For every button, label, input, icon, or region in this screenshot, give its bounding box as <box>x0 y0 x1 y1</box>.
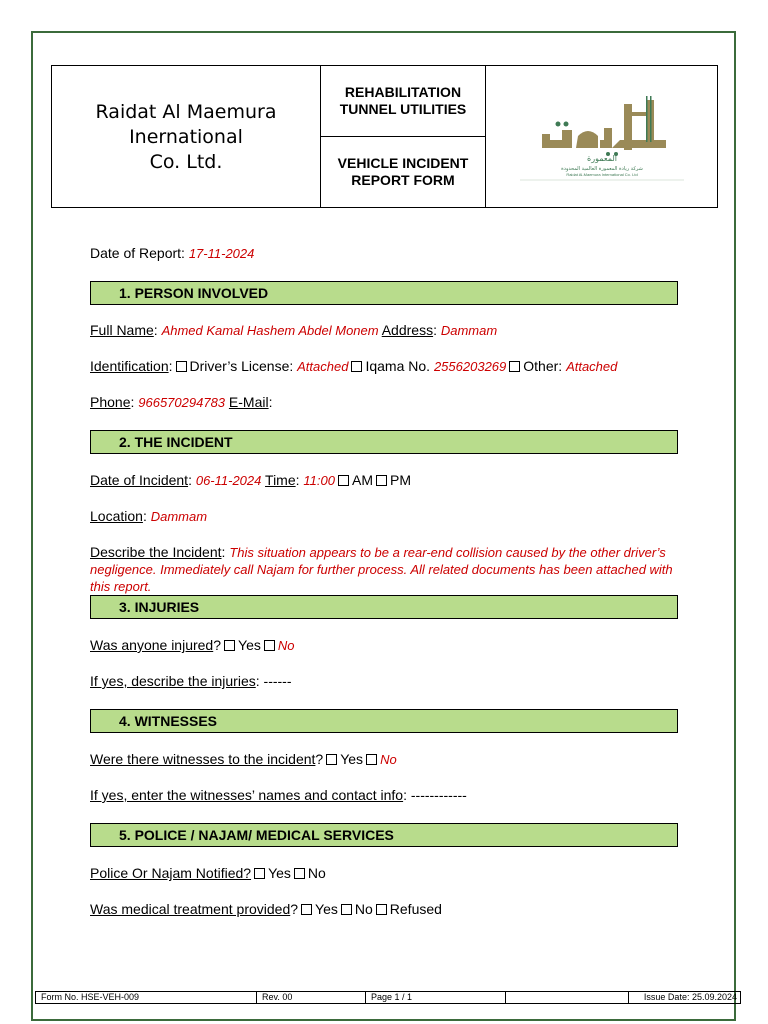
report-date-row <box>90 245 254 261</box>
company-line-2: Inernational <box>129 126 243 148</box>
police-no-checkbox[interactable] <box>294 868 305 879</box>
injured-no-checkbox[interactable] <box>264 640 275 651</box>
drivers-license-label: Driver’s License: <box>189 358 294 374</box>
other-id-field[interactable]: Attached <box>566 359 618 374</box>
company-logo <box>486 66 717 207</box>
form-title-line-2: REPORT FORM <box>351 172 455 188</box>
incident-date-field[interactable]: 06-11-2024 <box>195 473 262 488</box>
witnesses-names-row: If yes, enter the witnesses’ names and contact info: ------------ <box>90 787 467 803</box>
address-label: Address <box>381 322 434 338</box>
company-name <box>52 66 321 207</box>
injuries-describe-label: If yes, describe the injuries <box>90 673 256 689</box>
location-label: Location <box>90 508 143 524</box>
iqama-label: Iqama No. <box>365 358 431 374</box>
phone-row: Phone: 966570294783 E-Mail: <box>90 394 273 410</box>
drivers-license-field[interactable]: Attached <box>297 359 349 374</box>
document-footer <box>35 991 741 1004</box>
injured-yes-label: Yes <box>238 637 261 653</box>
witnesses-question-row: Were there witnesses to the incident? Yes No <box>90 751 397 767</box>
witnesses-no-label: No <box>380 752 397 767</box>
medical-yes-label: Yes <box>315 901 338 917</box>
injured-question-label: Was anyone injured <box>90 637 214 653</box>
section-person-involved: 1. PERSON INVOLVED <box>90 281 678 305</box>
police-yes-label: Yes <box>268 865 291 881</box>
footer-blank-cell <box>506 992 629 1003</box>
injured-no-label: No <box>277 638 295 653</box>
document-header <box>51 65 718 208</box>
injuries-describe-field[interactable]: ------ <box>263 673 292 689</box>
form-title <box>321 137 485 207</box>
injured-question-row: Was anyone injured? Yes No <box>90 637 295 653</box>
other-id-checkbox[interactable] <box>509 361 520 372</box>
pm-checkbox[interactable] <box>376 475 387 486</box>
iqama-field[interactable]: 2556203269 <box>433 359 507 374</box>
section-the-incident: 2. THE INCIDENT <box>90 430 678 454</box>
incident-description-label: Describe the Incident <box>90 544 222 560</box>
police-yes-checkbox[interactable] <box>254 868 265 879</box>
incident-time-label: Time <box>265 472 296 488</box>
injured-yes-checkbox[interactable] <box>224 640 235 651</box>
phone-label: Phone <box>90 394 131 410</box>
project-title-line-2: TUNNEL UTILITIES <box>339 101 467 117</box>
phone-field[interactable]: 966570294783 <box>138 395 226 410</box>
section-police-najam-medical: 5. POLICE / NAJAM/ MEDICAL SERVICES <box>90 823 678 847</box>
medical-question-label: Was medical treatment provided <box>90 901 291 917</box>
witnesses-question-label: Were there witnesses to the incident <box>90 751 316 767</box>
logo-icon <box>516 90 688 184</box>
incident-description-field[interactable]: This situation appears to be a rear-end collision caused by the other driver’s negligence. Immediately call Najam for further process. All related documents has been attached with this report. <box>90 545 673 594</box>
drivers-license-checkbox[interactable] <box>176 361 187 372</box>
email-label: E-Mail <box>228 394 269 410</box>
location-row: Location: Dammam <box>90 508 208 524</box>
company-line-1: Raidat Al Maemura <box>95 101 277 123</box>
medical-refused-label: Refused <box>389 901 442 917</box>
full-name-row: Full Name: Ahmed Kamal Hashem Abdel Monem Address: Dammam <box>90 322 498 338</box>
report-date-value[interactable]: 17-11-2024 <box>188 246 255 261</box>
witnesses-no-checkbox[interactable] <box>366 754 377 765</box>
incident-date-label: Date of Incident <box>90 472 189 488</box>
section-injuries: 3. INJURIES <box>90 595 678 619</box>
footer-form-number: Form No. HSE-VEH-009 <box>36 992 257 1003</box>
witnesses-names-label: If yes, enter the witnesses’ names and contact info <box>90 787 404 803</box>
am-label: AM <box>351 472 373 488</box>
other-id-label: Other: <box>523 358 563 374</box>
full-name-label: Full Name <box>90 322 154 338</box>
incident-date-row: Date of Incident: 06-11-2024 Time: 11:00 AM PM <box>90 472 411 488</box>
report-date-label: Date of Report: <box>90 245 185 261</box>
footer-page-number: Page 1 / 1 <box>366 992 506 1003</box>
medical-question-row: Was medical treatment provided? Yes No Refused <box>90 901 442 917</box>
police-question-row <box>90 865 326 881</box>
identification-label: Identification <box>90 358 169 374</box>
logo-subtitle-english: Raidat Al-Maemura International Co. Ltd <box>565 171 638 177</box>
full-name-field[interactable]: Ahmed Kamal Hashem Abdel Monem <box>161 323 379 338</box>
logo-subtitle-arabic: شركة ريادة المعمورة العالمية المحدودة <box>560 165 643 172</box>
section-witnesses: 4. WITNESSES <box>90 709 678 733</box>
identification-row: Identification: Driver’s License: Attached Iqama No. 2556203269 Other: Attached <box>90 358 618 374</box>
iqama-checkbox[interactable] <box>351 361 362 372</box>
police-question-label: Police Or Najam Notified? <box>90 865 252 881</box>
header-titles <box>321 66 486 207</box>
company-line-3: Co. Ltd. <box>149 151 223 173</box>
pm-label: PM <box>389 472 411 488</box>
form-title-line-1: VEHICLE INCIDENT <box>337 155 469 171</box>
incident-description-row: Describe the Incident: This situation appears to be a rear-end collision caused by the other driver’s negligence. Immediately call Najam for further process. All related documents has been attached with this report. <box>90 544 673 594</box>
medical-no-checkbox[interactable] <box>341 904 352 915</box>
medical-no-label: No <box>354 901 373 917</box>
incident-time-field[interactable]: 11:00 <box>303 473 335 488</box>
address-field[interactable]: Dammam <box>440 323 498 338</box>
logo-arabic-text: المعمورة <box>586 153 617 163</box>
footer-revision: Rev. 00 <box>257 992 366 1003</box>
project-title-line-1: REHABILITATION <box>344 84 462 100</box>
witnesses-yes-label: Yes <box>340 751 364 767</box>
footer-issue-date: Issue Date: 25.09.2024 <box>643 992 737 1002</box>
am-checkbox[interactable] <box>338 475 349 486</box>
project-title <box>321 66 485 137</box>
witnesses-names-field[interactable]: ------------ <box>410 787 467 803</box>
injuries-describe-row: If yes, describe the injuries: ------ <box>90 673 292 689</box>
medical-yes-checkbox[interactable] <box>301 904 312 915</box>
location-field[interactable]: Dammam <box>150 509 208 524</box>
witnesses-yes-checkbox[interactable] <box>326 754 337 765</box>
medical-refused-checkbox[interactable] <box>376 904 387 915</box>
police-no-label: No <box>307 865 326 881</box>
